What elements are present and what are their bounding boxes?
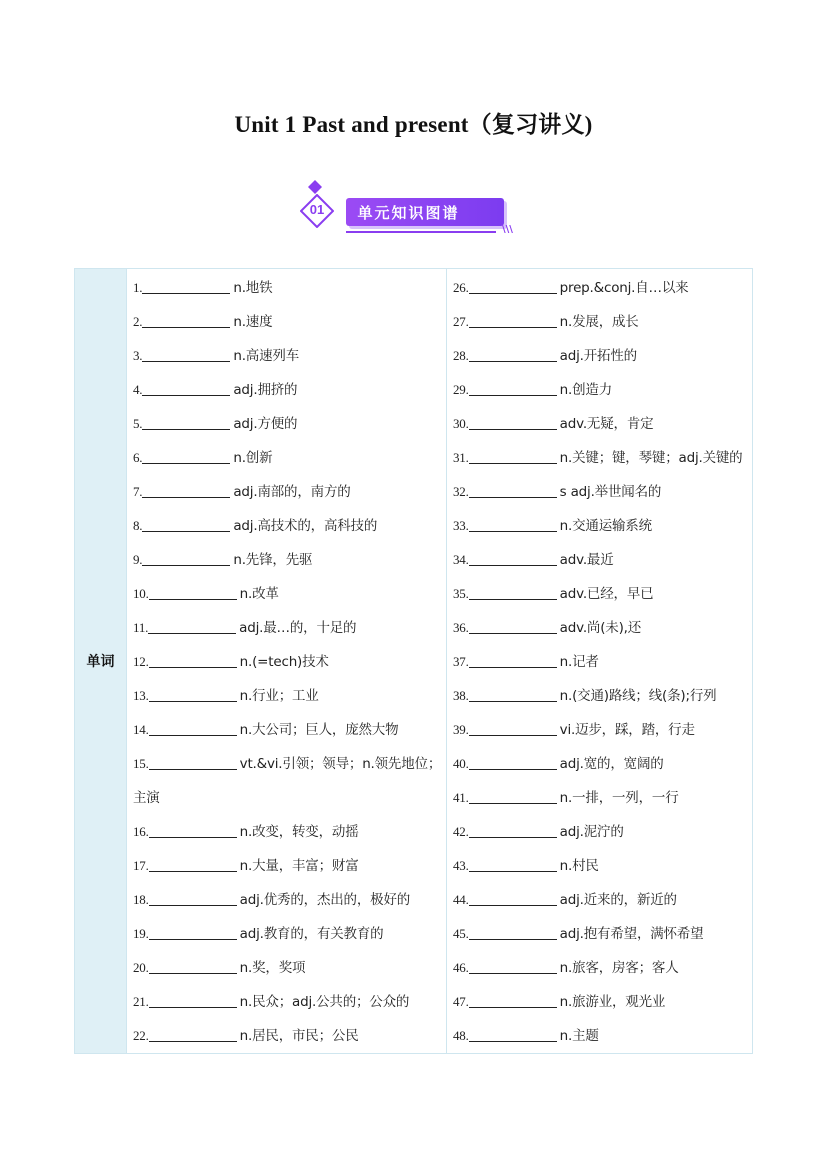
vocab-item [453, 279, 688, 297]
vocab-item [133, 517, 377, 535]
item-number: 14. [133, 722, 149, 737]
vocab-item [133, 1027, 359, 1045]
item-definition: 主演 [133, 790, 160, 806]
item-definition: n.速度 [233, 314, 273, 330]
item-definition: n.(=tech)技术 [239, 654, 329, 670]
item-definition: n.行业；工业 [239, 688, 319, 704]
item-number: 29. [453, 382, 469, 397]
item-definition: n.先锋，先驱 [233, 552, 313, 568]
answer-blank[interactable] [469, 803, 557, 804]
vocab-item [453, 585, 653, 603]
item-definition: n.交通运输系统 [559, 518, 652, 534]
vocab-item [453, 925, 703, 943]
item-number: 8. [133, 518, 143, 533]
section-label: 单元知识图谱 [357, 204, 460, 222]
answer-blank[interactable] [142, 565, 230, 566]
item-definition: adv.最近 [559, 552, 614, 568]
item-number: 17. [133, 858, 149, 873]
item-number: 27. [453, 314, 469, 329]
item-definition: adv.无疑，肯定 [559, 416, 654, 432]
item-number: 11. [133, 620, 149, 635]
answer-blank[interactable] [469, 1007, 557, 1008]
category-label: 单词 [86, 654, 115, 670]
item-definition: prep.&conj.自…以来 [559, 280, 689, 296]
vocab-item [133, 823, 359, 841]
answer-blank[interactable] [469, 327, 557, 328]
category-cell [75, 269, 127, 1053]
answer-blank[interactable] [469, 973, 557, 974]
item-definition: n.民众；adj.公共的；公众的 [239, 994, 410, 1010]
item-definition: n.创造力 [559, 382, 613, 398]
vocab-item [453, 959, 679, 977]
small-diamond-icon [308, 180, 322, 194]
answer-blank[interactable] [469, 531, 557, 532]
answer-blank[interactable] [149, 667, 237, 668]
answer-blank[interactable] [469, 497, 557, 498]
item-number: 35. [453, 586, 469, 601]
vocab-item [133, 891, 410, 909]
item-definition: vi.迈步，踩，踏，行走 [559, 722, 695, 738]
answer-blank[interactable] [469, 633, 557, 634]
vocab-item [133, 347, 299, 365]
vocab-item [133, 415, 297, 433]
answer-blank[interactable] [469, 735, 557, 736]
item-number: 2. [133, 314, 143, 329]
item-definition: n.关键；键，琴键；adj.关键的 [559, 450, 743, 466]
answer-blank[interactable] [149, 1041, 237, 1042]
item-number: 33. [453, 518, 469, 533]
vocab-item [133, 653, 329, 671]
item-definition: adj.最…的，十足的 [239, 620, 357, 636]
item-definition: adj.泥泞的 [559, 824, 624, 840]
answer-blank[interactable] [142, 497, 230, 498]
section-banner [298, 178, 530, 240]
item-number: 48. [453, 1028, 469, 1043]
item-definition: adj.抱有希望，满怀希望 [559, 926, 704, 942]
answer-blank[interactable] [149, 599, 237, 600]
answer-blank[interactable] [142, 531, 230, 532]
item-number: 36. [453, 620, 469, 635]
vocab-item [453, 993, 665, 1011]
item-definition: adj.高技术的，高科技的 [233, 518, 378, 534]
item-number: 3. [133, 348, 143, 363]
item-definition: n.居民，市民；公民 [239, 1028, 359, 1044]
item-number: 13. [133, 688, 149, 703]
item-number: 30. [453, 416, 469, 431]
answer-blank[interactable] [148, 633, 236, 634]
answer-blank[interactable] [149, 837, 237, 838]
answer-blank[interactable] [149, 1007, 237, 1008]
vocab-item [133, 857, 359, 875]
item-number: 7. [133, 484, 143, 499]
vocab-item [133, 721, 398, 739]
item-definition: s adj.举世闻名的 [559, 484, 662, 500]
answer-blank[interactable] [149, 973, 237, 974]
item-number: 31. [453, 450, 469, 465]
section-number: 01 [309, 202, 325, 217]
vocab-item [453, 551, 614, 569]
answer-blank[interactable] [469, 565, 557, 566]
vocab-item [453, 687, 716, 705]
answer-blank[interactable] [142, 429, 230, 430]
answer-blank[interactable] [142, 293, 230, 294]
answer-blank[interactable] [149, 769, 237, 770]
item-definition: n.高速列车 [233, 348, 300, 364]
vocab-item [453, 415, 653, 433]
answer-blank[interactable] [469, 599, 557, 600]
item-number: 40. [453, 756, 469, 771]
item-number: 42. [453, 824, 469, 839]
answer-blank[interactable] [149, 735, 237, 736]
answer-blank[interactable] [469, 871, 557, 872]
vocab-item [453, 1027, 599, 1045]
page-title: Unit 1 Past and present（复习讲义) [234, 112, 593, 137]
vocab-item [453, 653, 599, 671]
answer-blank[interactable] [469, 463, 557, 464]
item-number: 37. [453, 654, 469, 669]
vocab-item [133, 483, 351, 501]
vocab-item [133, 619, 356, 637]
answer-blank[interactable] [469, 293, 557, 294]
item-number: 41. [453, 790, 469, 805]
answer-blank[interactable] [149, 871, 237, 872]
answer-blank[interactable] [469, 395, 557, 396]
vocab-item [133, 789, 160, 807]
vocab-item [453, 857, 599, 875]
vocab-item [453, 347, 637, 365]
item-definition: adv.尚(未),还 [559, 620, 642, 636]
item-number: 21. [133, 994, 149, 1009]
item-number: 18. [133, 892, 149, 907]
item-definition: n.旅游业，观光业 [559, 994, 666, 1010]
item-definition: n.旅客，房客；客人 [559, 960, 679, 976]
answer-blank[interactable] [149, 939, 237, 940]
vocab-item [453, 755, 664, 773]
item-number: 43. [453, 858, 469, 873]
answer-blank[interactable] [469, 939, 557, 940]
answer-blank[interactable] [142, 395, 230, 396]
item-definition: n.大量，丰富；财富 [239, 858, 359, 874]
item-number: 26. [453, 280, 469, 295]
item-number: 4. [133, 382, 143, 397]
item-definition: n.记者 [559, 654, 599, 670]
answer-blank[interactable] [149, 701, 237, 702]
section-underline [346, 231, 496, 233]
item-number: 32. [453, 484, 469, 499]
vocab-item [133, 381, 297, 399]
item-definition: n.主题 [559, 1028, 599, 1044]
vocab-item [453, 823, 624, 841]
item-definition: n.发展，成长 [559, 314, 639, 330]
vocab-item [453, 891, 677, 909]
item-number: 15. [133, 756, 149, 771]
item-definition: adj.近来的，新近的 [559, 892, 677, 908]
item-number: 9. [133, 552, 143, 567]
answer-blank[interactable] [469, 429, 557, 430]
item-definition: n.奖，奖项 [239, 960, 306, 976]
tick-mark-icon: \\\ [502, 224, 513, 235]
right-column [447, 269, 752, 1053]
item-number: 38. [453, 688, 469, 703]
vocab-item [133, 313, 272, 331]
vocab-item [453, 517, 652, 535]
answer-blank[interactable] [469, 701, 557, 702]
vocab-item [453, 789, 679, 807]
item-definition: adj.教育的，有关教育的 [239, 926, 384, 942]
item-number: 47. [453, 994, 469, 1009]
vocab-item [133, 993, 409, 1011]
answer-blank[interactable] [469, 667, 557, 668]
left-column [127, 269, 447, 1053]
item-definition: adj.拥挤的 [233, 382, 298, 398]
vocab-item [453, 619, 641, 637]
item-number: 34. [453, 552, 469, 567]
answer-blank[interactable] [469, 769, 557, 770]
answer-blank[interactable] [149, 905, 237, 906]
item-definition: n.一排，一列，一行 [559, 790, 679, 806]
vocab-item [453, 313, 639, 331]
vocab-item [133, 551, 312, 569]
item-definition: n.(交通)路线；线(条);行列 [559, 688, 717, 704]
vocab-item [133, 755, 441, 773]
item-number: 19. [133, 926, 149, 941]
item-definition: adv.已经，早已 [559, 586, 654, 602]
vocab-item [133, 925, 383, 943]
item-number: 5. [133, 416, 143, 431]
item-definition: n.地铁 [233, 280, 273, 296]
answer-blank[interactable] [142, 463, 230, 464]
item-number: 6. [133, 450, 143, 465]
item-definition: vt.&vi.引领；领导；n.领先地位； [239, 756, 442, 772]
item-definition: n.改变，转变，动摇 [239, 824, 359, 840]
item-definition: n.村民 [559, 858, 599, 874]
vocab-item [453, 721, 695, 739]
vocab-item [133, 687, 319, 705]
answer-blank[interactable] [469, 905, 557, 906]
answer-blank[interactable] [142, 327, 230, 328]
answer-blank[interactable] [469, 1041, 557, 1042]
item-definition: adj.开拓性的 [559, 348, 637, 364]
item-definition: n.创新 [233, 450, 273, 466]
item-number: 28. [453, 348, 469, 363]
vocab-item [453, 449, 743, 467]
vocabulary-table [74, 268, 753, 1054]
vocab-item [133, 279, 272, 297]
answer-blank[interactable] [142, 361, 230, 362]
item-number: 16. [133, 824, 149, 839]
item-number: 44. [453, 892, 469, 907]
item-definition: n.大公司；巨人，庞然大物 [239, 722, 399, 738]
vocab-item [453, 483, 661, 501]
item-number: 22. [133, 1028, 149, 1043]
vocab-item [133, 959, 305, 977]
item-definition: adj.优秀的，杰出的，极好的 [239, 892, 411, 908]
item-number: 12. [133, 654, 149, 669]
item-number: 1. [133, 280, 143, 295]
item-number: 20. [133, 960, 149, 975]
item-number: 10. [133, 586, 149, 601]
item-definition: adj.南部的，南方的 [233, 484, 351, 500]
item-number: 46. [453, 960, 469, 975]
answer-blank[interactable] [469, 361, 557, 362]
vocab-item [453, 381, 612, 399]
answer-blank[interactable] [469, 837, 557, 838]
item-definition: n.改革 [239, 586, 279, 602]
item-definition: adj.宽的，宽阔的 [559, 756, 664, 772]
vocab-item [133, 585, 279, 603]
item-definition: adj.方便的 [233, 416, 298, 432]
item-number: 39. [453, 722, 469, 737]
item-number: 45. [453, 926, 469, 941]
vocab-item [133, 449, 272, 467]
